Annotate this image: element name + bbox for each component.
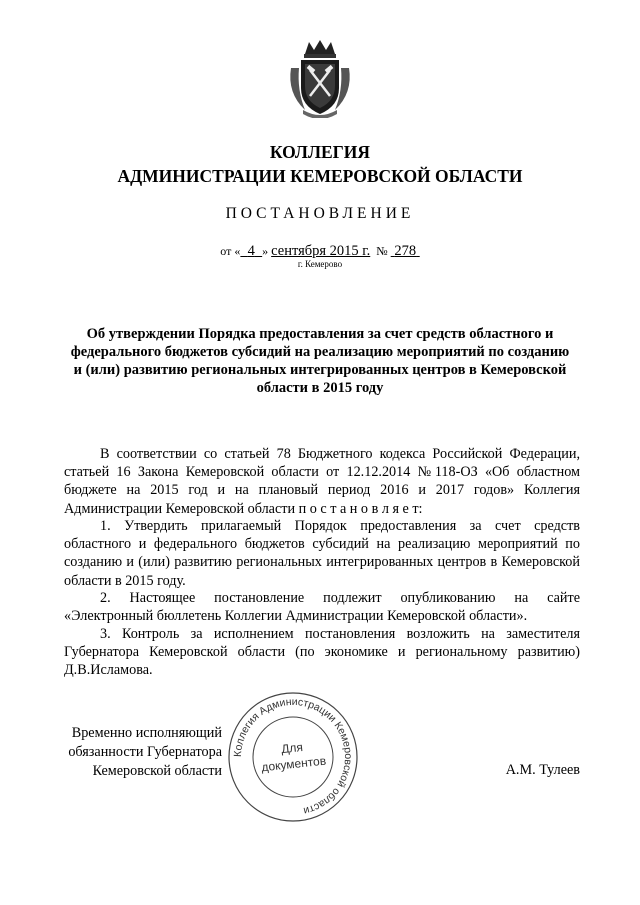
position-line3: Кемеровской области bbox=[92, 763, 222, 779]
date-day: 4 bbox=[247, 243, 255, 259]
org-name-line2: АДМИНИСТРАЦИИ КЕМЕРОВСКОЙ ОБЛАСТИ bbox=[117, 166, 523, 186]
official-stamp bbox=[226, 690, 360, 824]
coat-of-arms-icon bbox=[283, 38, 357, 118]
preamble-paragraph: В соответствии со статьей 78 Бюджетного кодекса Российской Федерации, статьей 16 Закона Кемеровской области от 12.12.2014 №118-ОЗ «Об областном бюджете на 2015 год и на плановый период 2016 и 2017 годов» Коллегия Администрации Кемеровской области п о с т а н о в л я е т: bbox=[64, 446, 580, 517]
date-prefix: от « bbox=[220, 244, 241, 258]
item-1-paragraph: 1. Утвердить прилагаемый Порядок предоставления за счет средств областного и федерального бюджетов субсидий на реализацию мероприятий по созданию и (или) развитию региональных интегрированных центров в Кемеровской области в 2015 году. bbox=[64, 518, 580, 589]
document-number: 278 bbox=[394, 243, 417, 259]
item-2-paragraph: 2. Настоящее постановление подлежит опубликованию на сайте «Электронный бюллетень Коллегии Администрации Кемеровской области». bbox=[64, 590, 580, 625]
city: г. Кемерово bbox=[297, 259, 343, 269]
signatory-name: А.М. Тулеев bbox=[505, 762, 580, 778]
document-heading: Об утверждении Порядка предоставления за счет средств областного и федерального бюджетов субсидий на реализацию мероприятий по созданию и (или) развитию региональных интегрированных центров в Кемеровской области в 2015 году bbox=[70, 326, 570, 396]
number-label: № bbox=[376, 244, 388, 258]
stamp-center-line1: Для bbox=[280, 739, 304, 757]
position-line2: обязанности Губернатора bbox=[68, 744, 222, 760]
stamp-ring-text: Коллегия Администрации Кемеровской области bbox=[231, 695, 355, 817]
position-line1: Временно исполняющий bbox=[71, 725, 222, 741]
org-name-line1: КОЛЛЕГИЯ bbox=[269, 142, 371, 162]
document-type: ПОСТАНОВЛЕНИЕ bbox=[225, 205, 415, 222]
signatory-position bbox=[62, 724, 222, 781]
item-3-paragraph: 3. Контроль за исполнением постановления возложить на заместителя Губернатора Кемеровской области (по экономике и региональному развитию) Д.В.Исламова. bbox=[64, 626, 580, 679]
date-month-year: сентября 2015 г. bbox=[271, 243, 371, 259]
date-number-line bbox=[0, 243, 640, 260]
stamp-center-line2: документов bbox=[260, 753, 327, 775]
date-mid: » bbox=[262, 244, 269, 258]
